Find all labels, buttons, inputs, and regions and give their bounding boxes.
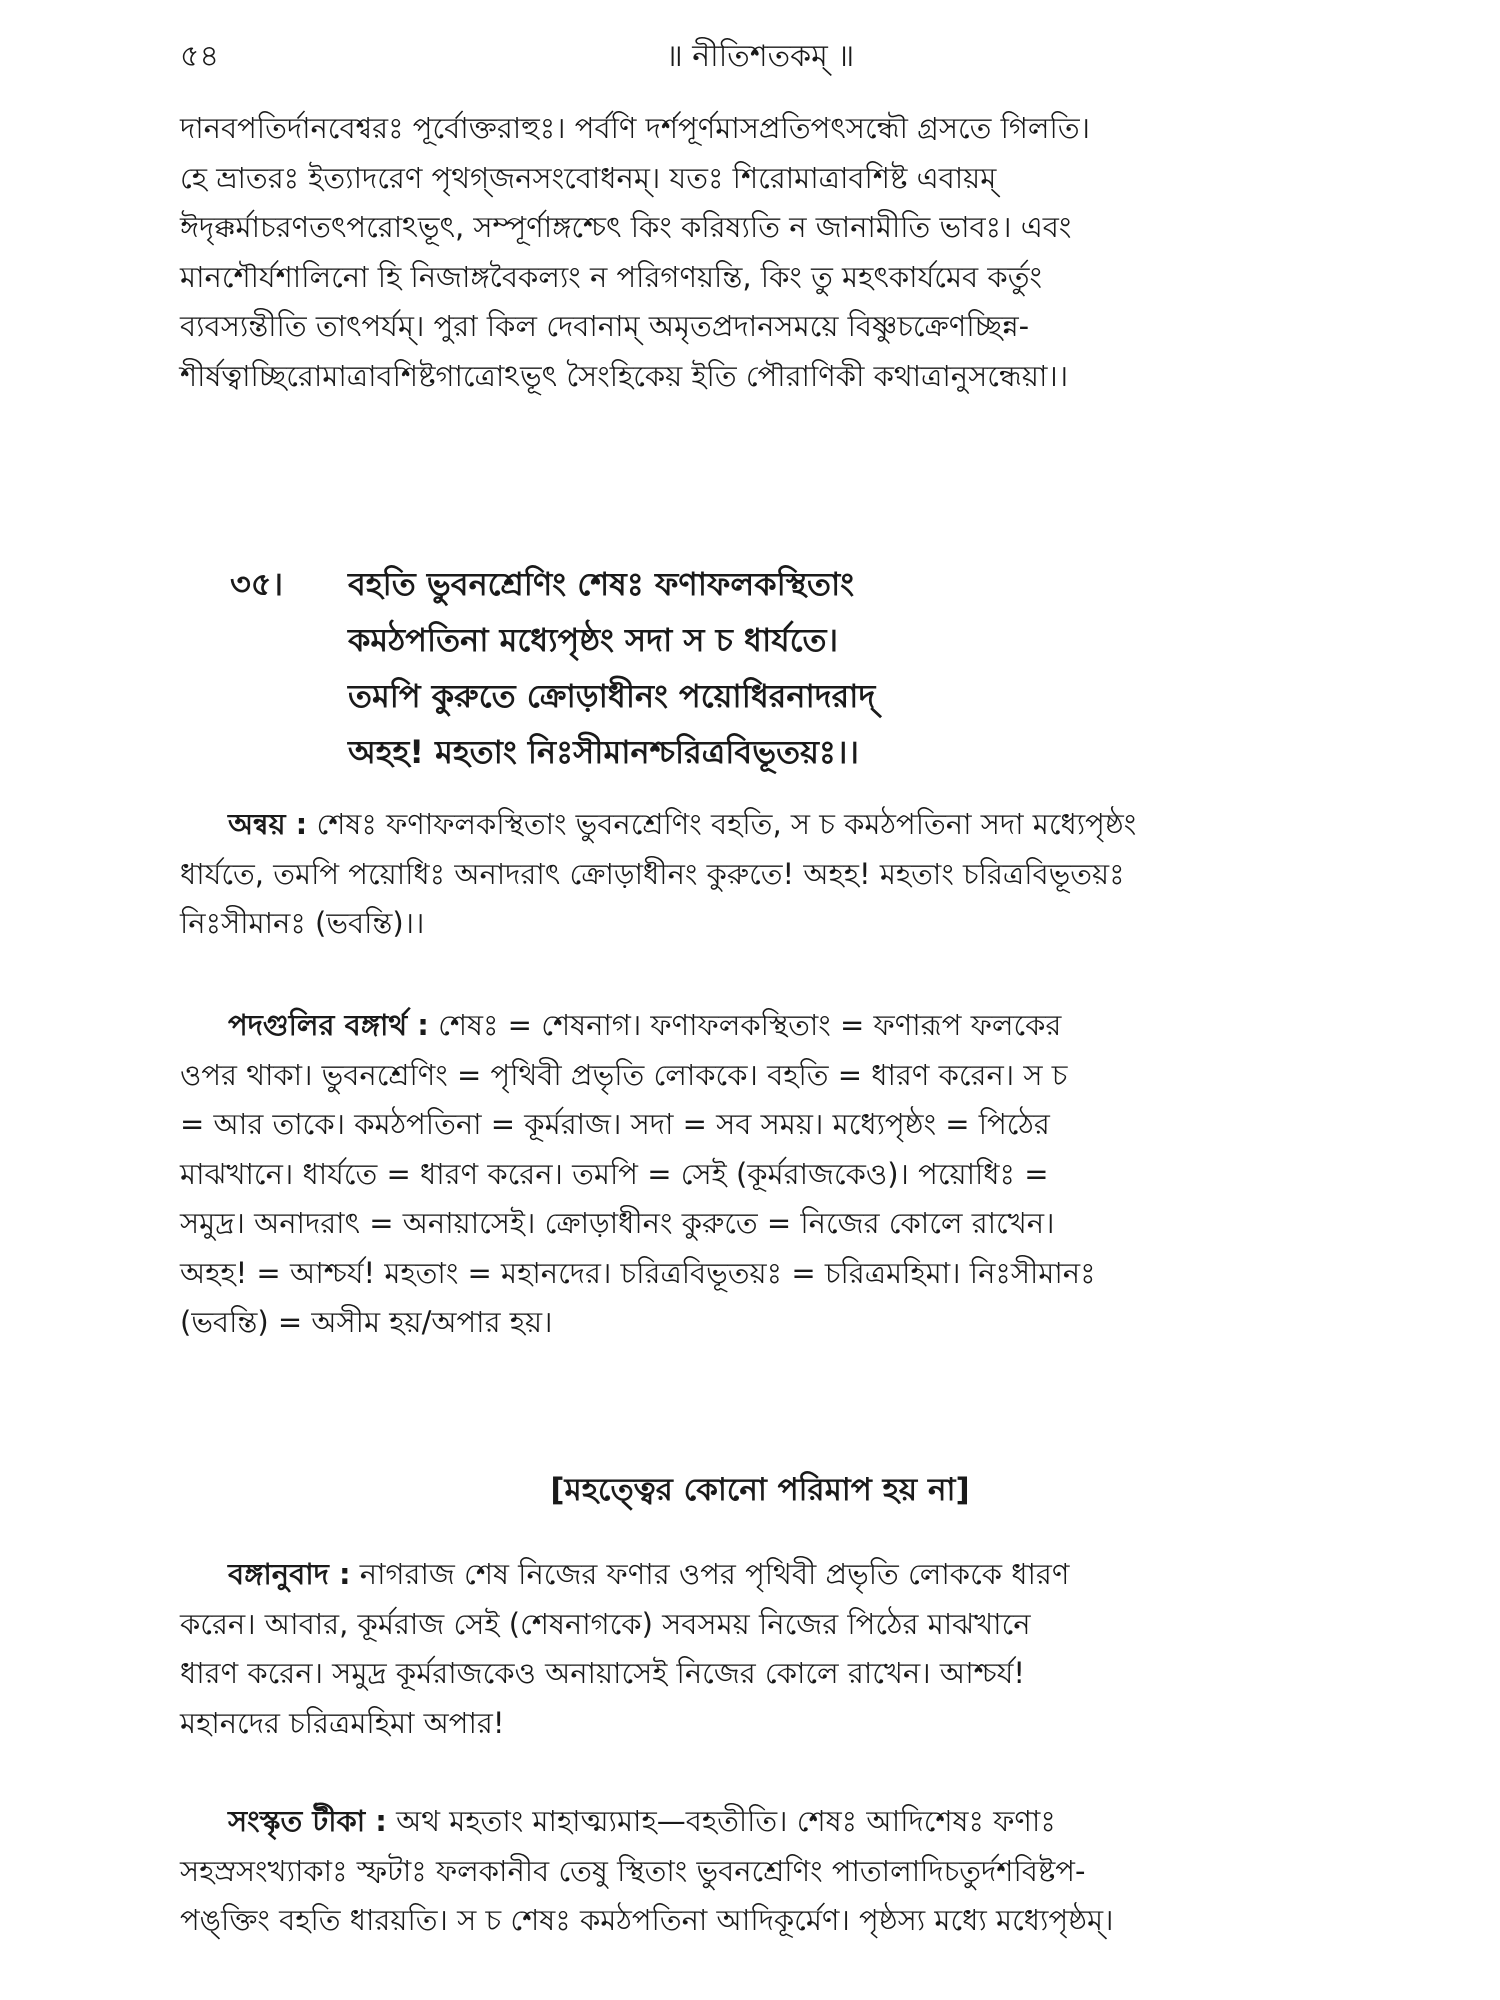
translation-line: ধারণ করেন। সমুদ্র কূর্মরাজকেও অনায়াসেই নিজের কোলে রাখেন। আশ্চর্য! (180, 1656, 1025, 1690)
paragraph-line: মানশৌর্যশালিনো হি নিজাঙ্গবৈকল্যং ন পরিগণয়ন্তি, কিং তু মহৎকার্যমেব কর্তুং (180, 259, 1042, 294)
paragraph-line: ব্যবস্যন্তীতি তাৎপর্যম্। পুরা কিল দেবানাম্ অমৃতপ্রদানসময়ে বিষ্ণুচক্রেণচ্ছিন্ন- (180, 309, 1030, 343)
paragraph-line: শীর্ষত্বাচ্ছিরোমাত্রাবশিষ্টগাত্রোঽভূৎ সৈংহিকেয় ইতি পৌরাণিকী কথাত্রানুসন্ধেয়া।। (180, 358, 1069, 393)
paragraph-line: হে ভ্রাতরঃ ইত্যাদরেণ পৃথগ্জনসংবোধনম্। যতঃ শিরোমাত্রাবশিষ্ট এবায়ম্ (180, 160, 997, 195)
verse-lines (348, 556, 875, 780)
word-meanings-line: ওপর থাকা। ভুবনশ্রেণিং = পৃথিবী প্রভৃতি লোককে। বহতি = ধারণ করেন। স চ (180, 1057, 1068, 1092)
translation-first-line (180, 1550, 1340, 1600)
word-meanings-line: = আর তাকে। কমঠপতিনা = কূর্মরাজ। সদা = সব সময়। মধ্যেপৃষ্ঠং = পিঠের (180, 1107, 1050, 1141)
page-header (180, 32, 1340, 82)
translation-first-text: নাগরাজ শেষ নিজের ফণার ওপর পৃথিবী প্রভৃতি লোককে ধারণ (350, 1557, 1070, 1591)
commentary-line: পঙ্‌ক্তিং বহতি ধারয়তি। স চ শেষঃ কমঠপতিনা আদিকূর্মেণ। পৃষ্ঠস্য মধ্যে মধ্যেপৃষ্ঠম্। (180, 1903, 1114, 1937)
verse-line: তমপি কুরুতে ক্রোড়াধীনং পয়োধিরনাদরাদ্ (348, 677, 876, 715)
word-meanings-first-text: শেষঃ = শেষনাগ। ফণাফলকস্থিতাং = ফণারূপ ফলকের (428, 1008, 1062, 1042)
commentary-line: সহস্রসংখ্যাকাঃ স্ফটাঃ ফলকানীব তেষু স্থিতাং ভুবনশ্রেণিং পাতালাদিচতুর্দশবিষ্টপ- (180, 1853, 1086, 1888)
paragraph-line: ঈদৃক্কর্মাচরণতৎপরোঽভূৎ, সম্পূর্ণাঙ্গশ্চেৎ কিং করিষ্যতি ন জানামীতি ভাবঃ। এবং (180, 210, 1072, 244)
paragraph-line: দানবপতির্দানবেশ্বরঃ পূর্বোক্তরাহুঃ। পর্বণি দর্শপূর্ণমাসপ্রতিপৎসন্ধৌ গ্রসতে গিলতি। (180, 111, 1090, 145)
page-number: ৫৪ (180, 39, 219, 74)
anvay-label: অন্বয় : (228, 807, 308, 841)
verse-line: কমঠপতিনা মধ্যেপৃষ্ঠং সদা স চ ধার্যতে। (348, 621, 839, 659)
anvay-section (180, 800, 1340, 949)
section-subheading: [মহত্ত্বের কোনো পরিমাপ হয় না] (550, 1472, 970, 1508)
anvay-line: নিঃসীমানঃ (ভবন্তি)।। (180, 906, 425, 940)
commentary-label: সংস্কৃত টীকা : (228, 1804, 387, 1838)
word-meanings-first-line (180, 1001, 1340, 1051)
anvay-first-line (180, 800, 1340, 850)
word-meanings-line: মাঝখানে। ধার্যতে = ধারণ করেন। তমপি = সেই (কূর্মরাজকেও)। পয়োধিঃ = (180, 1156, 1049, 1191)
sanskrit-commentary-section (180, 1797, 1340, 1946)
translation-line: করেন। আবার, কূর্মরাজ সেই (শেষনাগকে) সবসময় নিজের পিঠের মাঝখানে (180, 1606, 1031, 1641)
continued-paragraph (180, 104, 1340, 401)
word-meanings-section (180, 1001, 1340, 1348)
word-meanings-line: অহহ! = আশ্চর্য! মহতাং = মহানদের। চরিত্রবিভূতয়ঃ = চরিত্রমহিমা। নিঃসীমানঃ (180, 1255, 1096, 1290)
commentary-first-text: অথ মহতাং মাহাত্ম্যমাহ—বহতীতি। শেষঃ আদিশেষঃ ফণাঃ (386, 1804, 1056, 1838)
word-meanings-label: পদগুলির বঙ্গার্থ : (228, 1008, 429, 1042)
translation-line: মহানদের চরিত্রমহিমা অপার! (180, 1705, 505, 1740)
running-title: ॥ নীতিশতকম্ ॥ (665, 39, 855, 74)
verse-line: বহতি ভুবনশ্রেণিং শেষঃ ফণাফলকস্থিতাং (348, 565, 855, 603)
anvay-line: ধার্যতে, তমপি পয়োধিঃ অনাদরাৎ ক্রোড়াধীনং কুরুতে! অহহ! মহতাং চরিত্রবিভূতয়ঃ (180, 856, 1125, 891)
translation-label: বঙ্গানুবাদ : (228, 1557, 351, 1591)
verse-number: ৩৫। (230, 565, 284, 603)
anvay-first-text: শেষঃ ফণাফলকস্থিতাং ভুবনশ্রেণিং বহতি, স চ কমঠপতিনা সদা মধ্যেপৃষ্ঠং (307, 807, 1137, 841)
translation-section (180, 1550, 1340, 1748)
verse-line: অহহ! মহতাং নিঃসীমানশ্চরিত্রবিভূতয়ঃ।। (348, 733, 859, 771)
word-meanings-line: (ভবন্তি) = অসীম হয়/অপার হয়। (180, 1305, 553, 1339)
commentary-first-line (180, 1797, 1340, 1847)
word-meanings-line: সমুদ্র। অনাদরাৎ = অনায়াসেই। ক্রোড়াধীনং কুরুতে = নিজের কোলে রাখেন। (180, 1206, 1055, 1240)
